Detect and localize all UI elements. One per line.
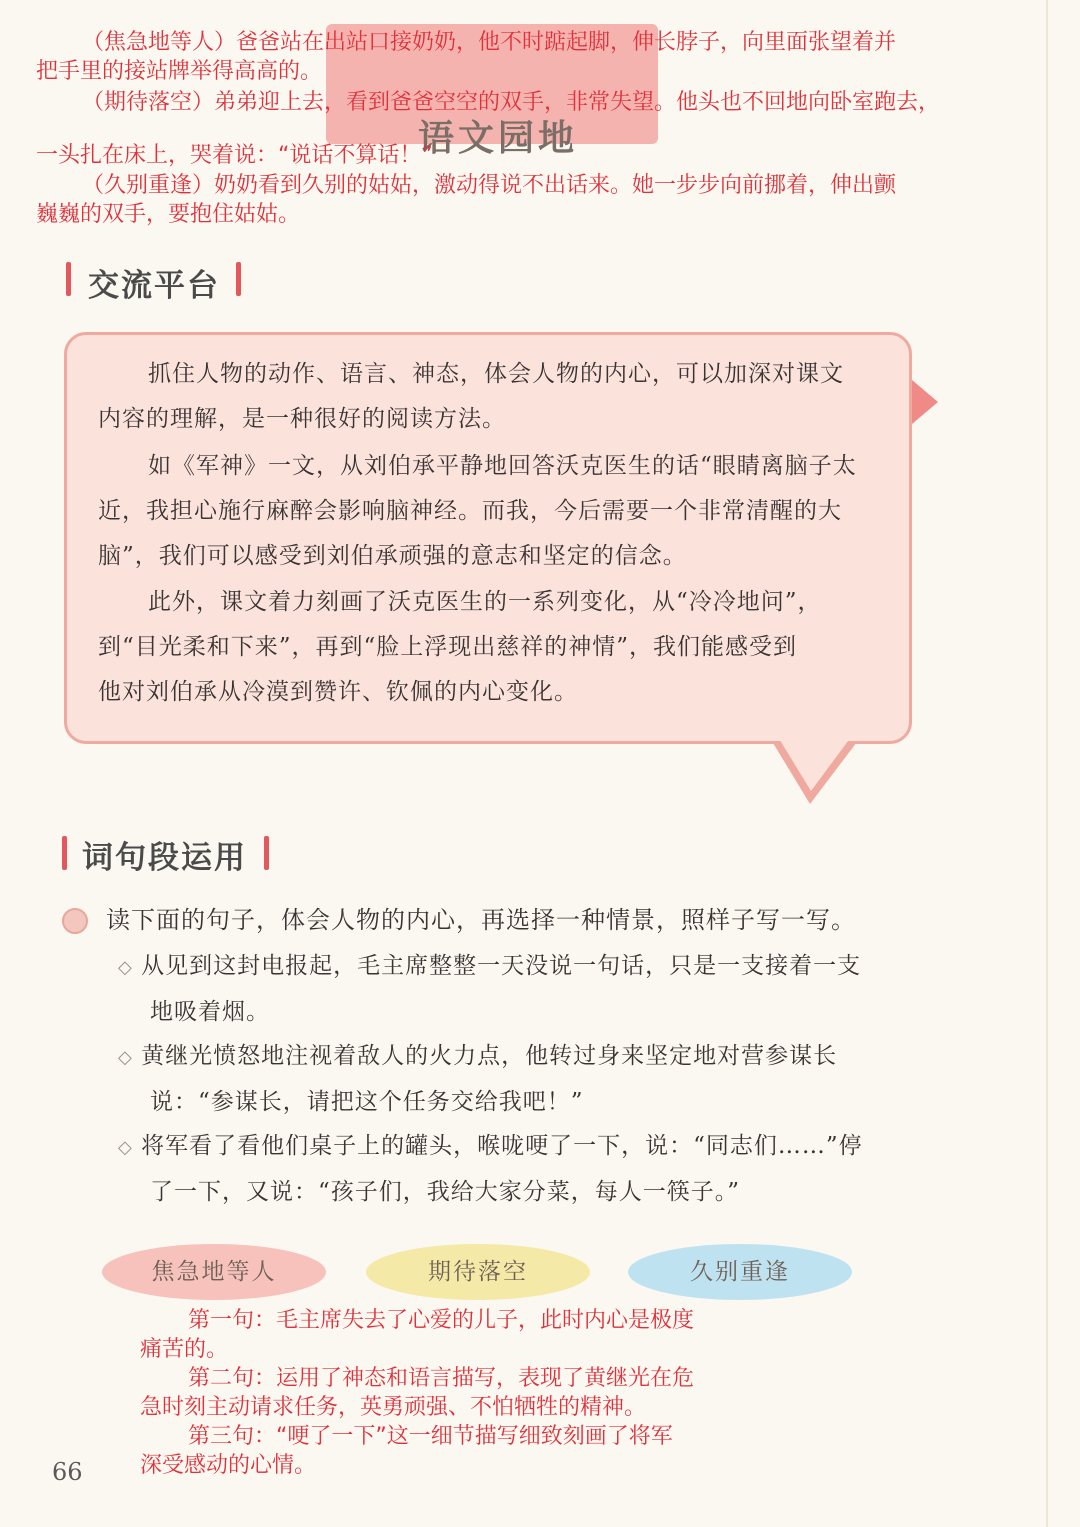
example-1: ◇ 从见到这封电报起，毛主席整整一天没说一句话，只是一支接着一支 地吸着烟。: [118, 953, 862, 1025]
exercise-instruction: 读下面的句子，体会人物的内心，再选择一种情景，照样子写一写。: [106, 906, 856, 934]
section-bar-left: [66, 262, 71, 296]
section2-bar-right: [264, 836, 269, 870]
section2-bar-left: [62, 836, 67, 870]
example-2: ◇ 黄继光愤怒地注视着敌人的火力点，他转过身来坚定地对营参谋长 说：“参谋长，请把这个任务交给我吧！”: [118, 1043, 838, 1115]
answer-bottom-2b: 急时刻主动请求任务，英勇顽强、不怕牺牲的精神。: [140, 1395, 647, 1420]
answer-line-3: （期待落空）弟弟迎上去，看到爸爸空空的双手，非常失望。他头也不回地向卧室跑去，: [82, 90, 941, 115]
exercise-number-icon: [62, 908, 88, 934]
diamond-bullet-icon: ◇: [118, 957, 133, 978]
scenario-pill-disappointed: 期待落空: [366, 1244, 590, 1300]
answer-bottom-2a: 第二句：运用了神态和语言描写，表现了黄继光在危: [188, 1366, 695, 1391]
scenario-pill-reunion: 久别重逢: [628, 1244, 852, 1300]
bubble-tail-inner: [778, 737, 851, 791]
diamond-bullet-icon: ◇: [118, 1047, 133, 1068]
answer-bottom-3a: 第三句：“哽了一下”这一细节描写细致刻画了将军: [188, 1424, 673, 1449]
answer-line-5: （久别重逢）奶奶看到久别的姑姑，激动得说不出话来。她一步步向前挪着，伸出颤: [82, 173, 897, 198]
bubble-paragraph-2: 如《军神》一文，从刘伯承平静地回答沃克医生的话“眼睛离脑子太 近，我担心施行麻醉会影响脑神经。而我，今后需要一个非常清醒的大 脑”，我们可以感受到刘伯承顽强的意志和坚定的信念。: [98, 453, 857, 569]
example-3: ◇ 将军看了看他们桌子上的罐头，喉咙哽了一下，说：“同志们……”停 了一下，又说：“孩子们，我给大家分菜，每人一筷子。”: [118, 1133, 863, 1205]
bubble-paragraph-3: 此外，课文着力刻画了沃克医生的一系列变化，从“冷冷地问”， 到“目光柔和下来”，再到“脸上浮现出慈祥的神情”，我们能感受到 他对刘伯承从冷漠到赞许、钦佩的内心变化。: [98, 589, 822, 705]
page-title: 语文园地: [418, 117, 579, 159]
answer-line-1: （焦急地等人）爸爸站在出站口接奶奶，他不时踮起脚，伸长脖子，向里面张望着并: [82, 30, 897, 55]
section-title-usage: 词句段运用: [82, 840, 247, 876]
bubble-side-arrow: [912, 380, 938, 424]
answer-bottom-3b: 深受感动的心情。: [140, 1453, 317, 1478]
answer-line-4: 一头扎在床上，哭着说：“说话不算话！”: [36, 143, 433, 168]
scenario-pill-waiting: 焦急地等人: [102, 1244, 326, 1300]
section-title-exchange: 交流平台: [88, 268, 220, 304]
answer-line-2: 把手里的接站牌举得高高的。: [36, 59, 323, 84]
answer-bottom-1b: 痛苦的。: [140, 1337, 229, 1362]
answer-line-6: 巍巍的双手，要抱住姑姑。: [36, 202, 301, 227]
section-bar-right: [236, 262, 241, 296]
answer-bottom-1a: 第一句：毛主席失去了心爱的儿子，此时内心是极度: [188, 1308, 695, 1333]
page-edge-line: [1046, 0, 1048, 1527]
page-number: 66: [52, 1458, 83, 1486]
bubble-paragraph-1: 抓住人物的动作、语言、神态，体会人物的内心，可以加深对课文 内容的理解，是一种很好的阅读方法。: [98, 361, 844, 432]
diamond-bullet-icon: ◇: [118, 1137, 133, 1158]
